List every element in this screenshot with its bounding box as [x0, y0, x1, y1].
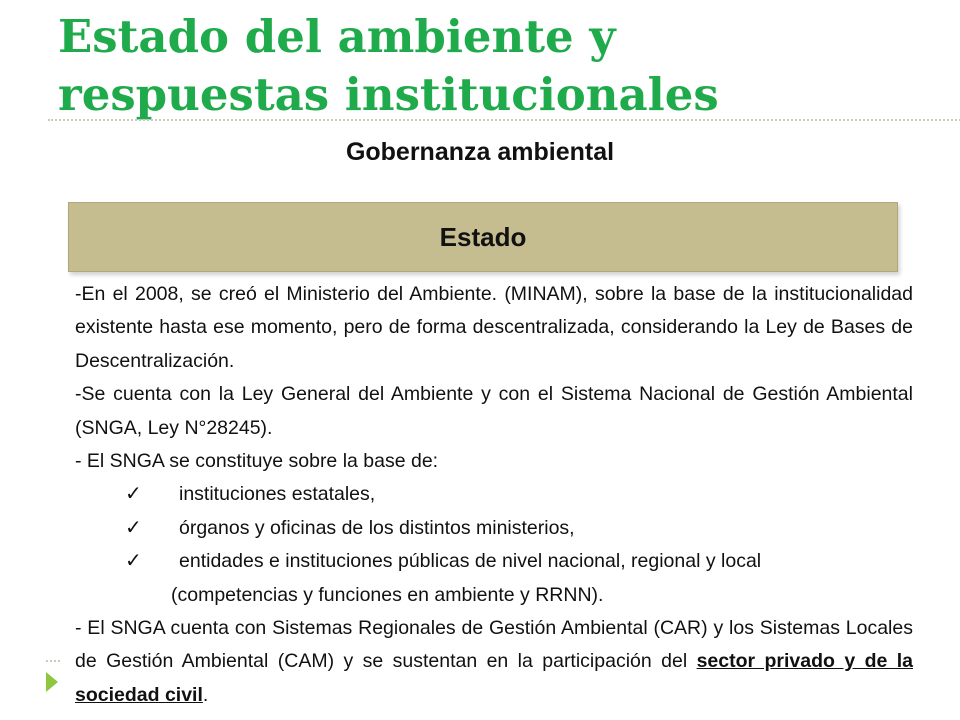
estado-label: Estado: [439, 221, 527, 252]
list-item-label: órganos y oficinas de los distintos ministerios,: [179, 516, 575, 539]
check-list: [75, 478, 913, 612]
title-line-2: respuestas institucionales: [58, 68, 719, 121]
sector-privado-highlight: sector privado y de la sociedad civil: [75, 650, 913, 706]
list-item: [75, 478, 913, 511]
check-icon: ✓: [125, 550, 142, 573]
list-item-label: entidades e instituciones públicas de nivel nacional, regional y local: [179, 550, 762, 573]
arrow-right-icon: [46, 672, 58, 692]
slide-subtitle: Gobernanza ambiental: [345, 138, 615, 166]
list-item: [75, 545, 913, 612]
title-divider: [48, 119, 960, 121]
body-text: [75, 278, 913, 712]
title-line-1: Estado del ambiente y: [58, 10, 616, 63]
list-item-label: instituciones estatales,: [179, 483, 376, 506]
paragraph-snga-base: - El SNGA se constituye sobre la base de:: [75, 450, 439, 473]
footer-divider: [46, 660, 60, 662]
list-item-continuation: (competencias y funciones en ambiente y RRNN).: [171, 583, 604, 606]
check-icon: ✓: [125, 483, 142, 506]
list-item: [75, 512, 913, 545]
check-icon: ✓: [125, 516, 142, 539]
paragraph-minam: -En el 2008, se creó el Ministerio del Ambiente. (MINAM), sobre la base de la institucionalidad existente hasta ese momento, pero de forma descentralizada, considerando la Ley de Bases de Descentralización.: [75, 283, 913, 372]
paragraph-sistemas: [75, 612, 913, 712]
estado-header-box: [68, 202, 898, 272]
paragraph-sistemas-text: - El SNGA cuenta con Sistemas Regionales de Gestión Ambiental (CAR) y los Sistemas Locales de Gestión Ambiental (CAM) y se sustentan en la participación del: [75, 617, 913, 673]
slide-title: [58, 8, 938, 124]
paragraph-sistemas-end: .: [202, 683, 209, 706]
paragraph-ley-general: -Se cuenta con la Ley General del Ambiente y con el Sistema Nacional de Gestión Ambiental (SNGA, Ley N°28245).: [75, 383, 913, 439]
